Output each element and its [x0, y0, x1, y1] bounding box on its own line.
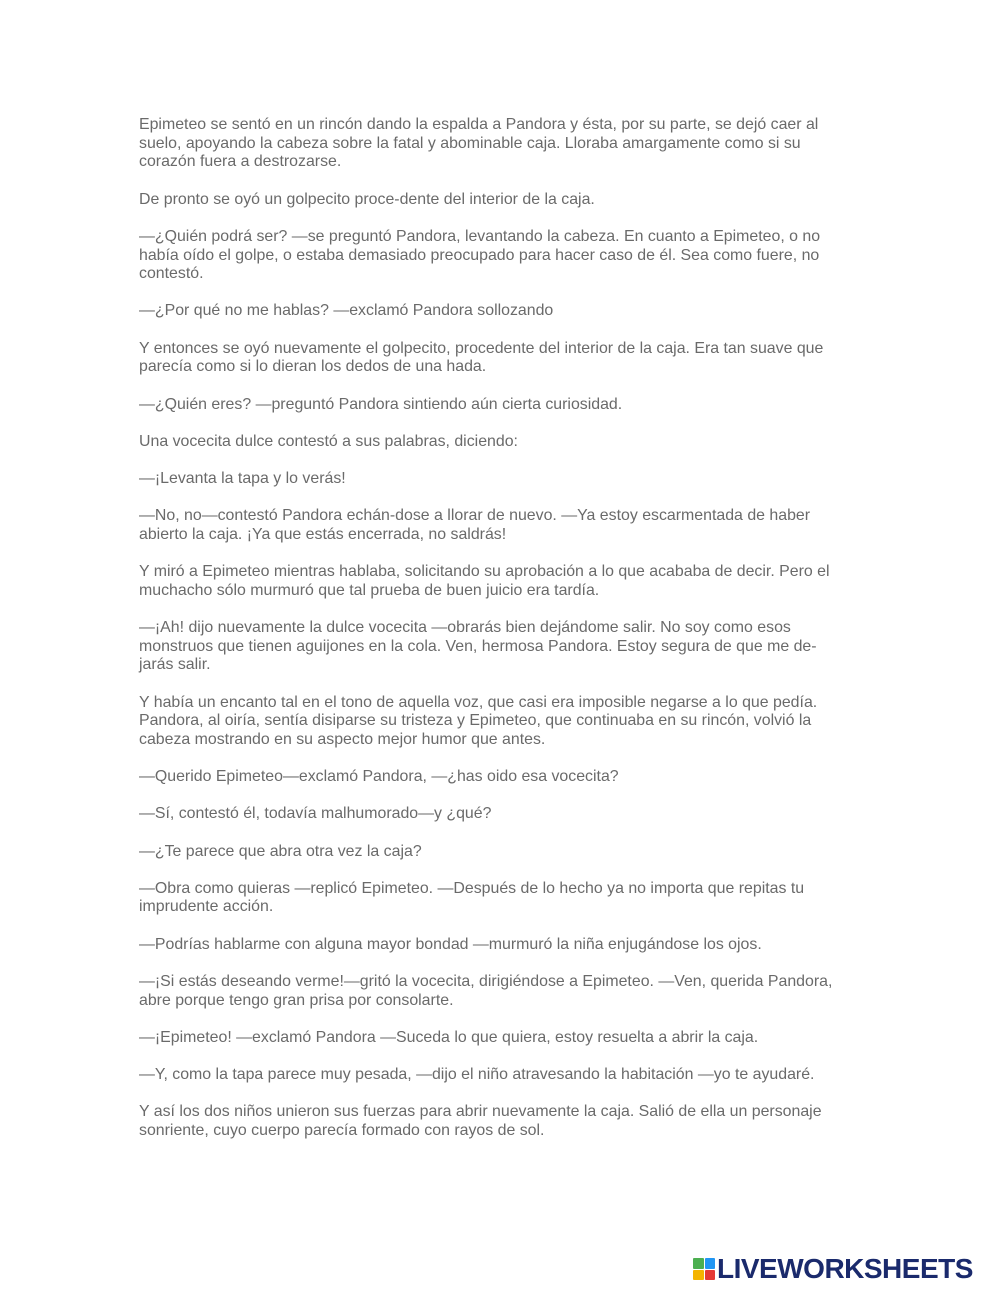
- paragraph: —¡Si estás deseando verme!—gritó la vocecita, dirigiéndose a Epimeteo. —Ven, querida Pandora, abre porque tengo gran prisa por consolarte.: [139, 972, 833, 1009]
- logo-text: LIVEWORKSHEETS: [717, 1253, 973, 1284]
- paragraph: Y entonces se oyó nuevamente el golpecito, procedente del interior de la caja. Era tan suave que parecía como si lo dieran los dedos de una hada.: [139, 339, 824, 376]
- paragraph: Una vocecita dulce contestó a sus palabras, diciendo:: [139, 432, 518, 450]
- paragraph: —¿Quién eres? —preguntó Pandora sintiendo aún cierta curiosidad.: [139, 395, 623, 413]
- liveworksheets-logo[interactable]: [693, 1253, 973, 1285]
- paragraph: Epimeteo se sentó en un rincón dando la espalda a Pandora y ésta, por su parte, se dejó caer al suelo, apoyando la cabeza sobre la fatal y abominable caja. Lloraba amargamente como si su corazón fuera a destrozarse.: [139, 116, 819, 171]
- logo-square-l: [693, 1258, 704, 1269]
- logo-square-e: [705, 1270, 716, 1281]
- paragraph: —¡Levanta la tapa y lo verás!: [139, 469, 346, 487]
- paragraph: —¡Epimeteo! —exclamó Pandora —Suceda lo que quiera, estoy resuelta a abrir la caja.: [139, 1028, 759, 1046]
- paragraph: Y miró a Epimeteo mientras hablaba, solicitando su aprobación a lo que acababa de decir. Pero el muchacho sólo murmuró que tal prueba de buen juicio era tardía.: [139, 563, 830, 599]
- paragraph: —No, no—contestó Pandora echán-dose a llorar de nuevo. —Ya estoy escarmentada de haber abierto la caja. ¡Ya que estás encerrada, no saldrás!: [139, 507, 811, 543]
- paragraph: —Y, como la tapa parece muy pesada, —dijo el niño atravesando la habitación —yo te ayudaré.: [139, 1066, 815, 1083]
- paragraph: —¡Ah! dijo nuevamente la dulce vocecita —obrarás bien dejándome salir. No soy como esos monstruos que tienen aguijones en la cola. Ven, hermosa Pandora. Estoy segura de que me de- jarás salir.: [139, 618, 817, 674]
- paragraph: —¿Te parece que abra otra vez la caja?: [139, 842, 422, 860]
- paragraph: —Querido Epimeteo—exclamó Pandora, —¿has oido esa vocecita?: [139, 768, 619, 786]
- paragraph: Y había un encanto tal en el tono de aquella voz, que casi era imposible negarse a lo que pedía. Pandora, al oiría, sentía disiparse su tristeza y Epimeteo, que continuaba en su rincón, volvió la cabeza mostrando en su aspecto mejor humor que antes.: [139, 693, 818, 748]
- paragraph: —Sí, contestó él, todavía malhumorado—y ¿qué?: [139, 805, 492, 823]
- paragraph: Y así los dos niños unieron sus fuerzas para abrir nuevamente la caja. Salió de ella un personaje sonriente, cuyo cuerpo parecía formado con rayos de sol.: [139, 1103, 822, 1139]
- worksheet-text: [139, 116, 859, 1159]
- logo-square-v: [693, 1270, 704, 1281]
- paragraph: —¿Por qué no me hablas? —exclamó Pandora sollozando: [139, 302, 554, 320]
- paragraph: —Obra como quieras —replicó Epimeteo. —Después de lo hecho ya no importa que repitas tu imprudente acción.: [139, 879, 805, 916]
- paragraph: —¿Quién podrá ser? —se preguntó Pandora, levantando la cabeza. En cuanto a Epimeteo, o no había oído el golpe, o estaba demasiado preocupado para hacer caso de él. Sea como fuere, no contestó.: [139, 227, 821, 283]
- logo-square-i: [705, 1258, 716, 1269]
- liveworksheets-logo-icon: [693, 1258, 715, 1280]
- paragraph: De pronto se oyó un golpecito proce-dente del interior de la caja.: [139, 190, 595, 208]
- paragraph: —Podrías hablarme con alguna mayor bondad —murmuró la niña enjugándose los ojos.: [139, 935, 762, 953]
